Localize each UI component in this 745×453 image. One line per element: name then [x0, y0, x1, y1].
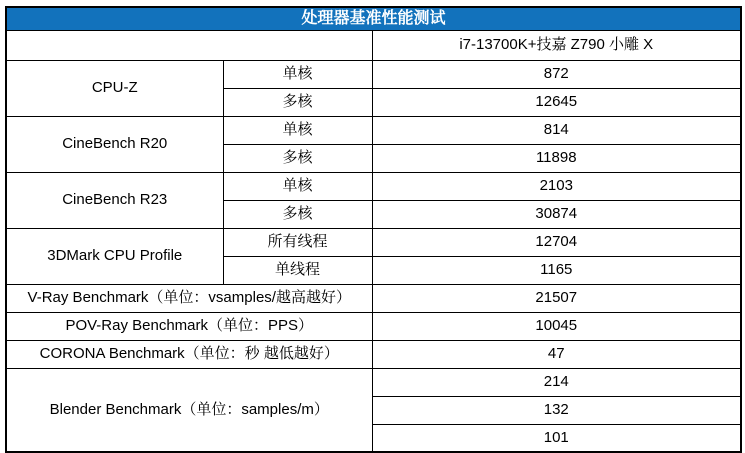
result-value: 12704	[372, 228, 741, 256]
group-name-cpuz: CPU-Z	[6, 60, 223, 116]
result-value: 814	[372, 116, 741, 144]
result-value: 101	[372, 424, 741, 452]
result-value: 47	[372, 340, 741, 368]
subtest-label: 单线程	[223, 256, 372, 284]
group-name-3dmark-cpu-profile: 3DMark CPU Profile	[6, 228, 223, 284]
table-row	[6, 368, 741, 396]
result-value: 2103	[372, 172, 741, 200]
result-value: 132	[372, 396, 741, 424]
result-value: 11898	[372, 144, 741, 172]
result-value: 872	[372, 60, 741, 88]
result-value: 21507	[372, 284, 741, 312]
result-value: 30874	[372, 200, 741, 228]
benchmark-label-blender: Blender Benchmark（单位：samples/m）	[6, 368, 372, 452]
table-row	[6, 228, 741, 256]
title-row	[6, 7, 741, 30]
subtest-label: 单核	[223, 172, 372, 200]
group-name-cinebench-r23: CineBench R23	[6, 172, 223, 228]
subtest-label: 多核	[223, 200, 372, 228]
subtest-label: 多核	[223, 88, 372, 116]
header-row	[6, 30, 741, 60]
table-title: 处理器基准性能测试	[6, 7, 741, 30]
table-row	[6, 172, 741, 200]
result-value: 214	[372, 368, 741, 396]
benchmark-label-vray: V-Ray Benchmark（单位：vsamples/越高越好）	[6, 284, 372, 312]
subtest-label: 单核	[223, 116, 372, 144]
subtest-label: 单核	[223, 60, 372, 88]
result-value: 12645	[372, 88, 741, 116]
benchmark-table	[5, 6, 742, 453]
header-empty-cell	[6, 30, 372, 60]
table-row	[6, 284, 741, 312]
subtest-label: 多核	[223, 144, 372, 172]
group-name-cinebench-r20: CineBench R20	[6, 116, 223, 172]
result-value: 10045	[372, 312, 741, 340]
table-row	[6, 116, 741, 144]
table-row	[6, 60, 741, 88]
table-row	[6, 312, 741, 340]
benchmark-label-povray: POV-Ray Benchmark（单位：PPS）	[6, 312, 372, 340]
result-value: 1165	[372, 256, 741, 284]
table-row	[6, 340, 741, 368]
benchmark-label-corona: CORONA Benchmark（单位：秒 越低越好）	[6, 340, 372, 368]
subtest-label: 所有线程	[223, 228, 372, 256]
config-column-header: i7-13700K+技嘉 Z790 小雕 X	[372, 30, 741, 60]
